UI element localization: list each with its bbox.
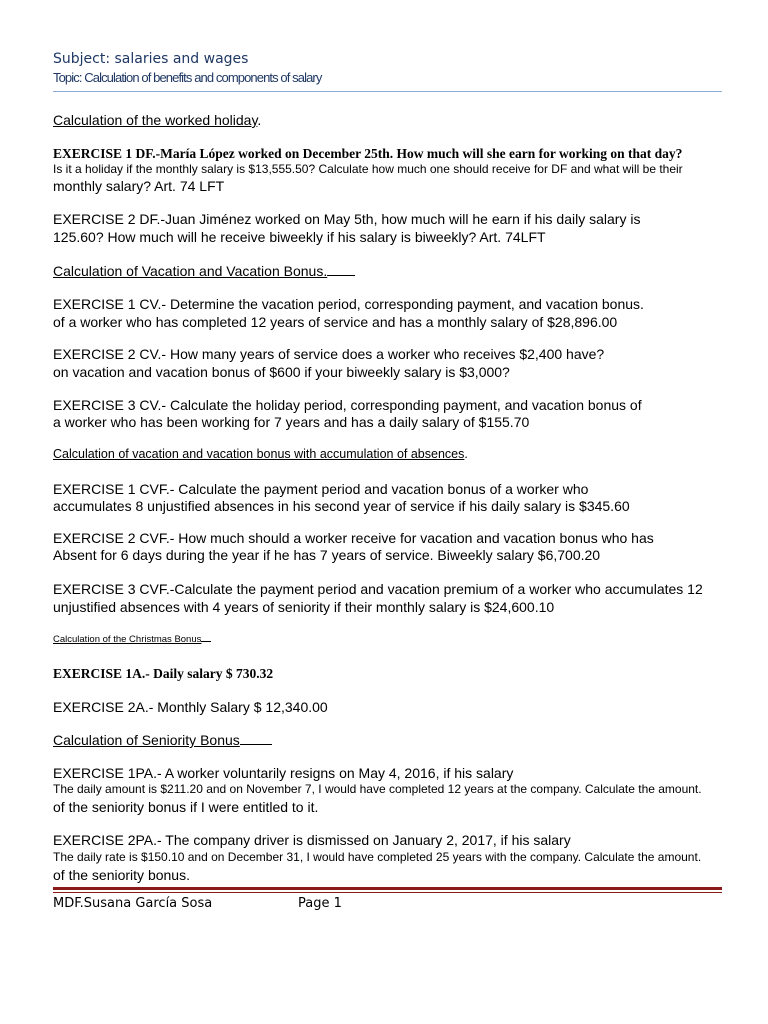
heading-text: Calculation of Seniority Bonus	[53, 732, 240, 748]
exercise-1a: EXERCISE 1A.- Daily salary $ 730.32	[53, 666, 274, 681]
exercise-1-df-title: EXERCISE 1 DF.-María López worked on December 25th. How much will she earn for working on that day?	[53, 146, 683, 161]
section-heading-christmas	[53, 631, 211, 649]
header-divider	[53, 91, 722, 92]
footer-divider-thin	[53, 892, 722, 893]
exercise-2-df-line1: EXERCISE 2 DF.-Juan Jiménez worked on May 5th, how much will he earn if his daily salary is	[53, 211, 641, 227]
heading-text: Calculation of vacation and vacation bonus with accumulation of absences	[53, 447, 465, 461]
exercise-2-cvf-line2: Absent for 6 days during the year if he has 7 years of service. Biweekly salary $6,700.20	[53, 547, 601, 563]
heading-text: Calculation of Vacation and Vacation Bonus.	[53, 263, 328, 279]
exercise-1-cv-line2: of a worker who has completed 12 years of service and has a monthly salary of $28,896.00	[53, 314, 618, 330]
exercise-2a: EXERCISE 2A.- Monthly Salary $ 12,340.00	[53, 699, 328, 715]
exercise-3-cv-line1: EXERCISE 3 CV.- Calculate the holiday period, corresponding payment, and vacation bonus of	[53, 397, 642, 413]
exercise-2pa-line3: of the seniority bonus.	[53, 867, 190, 883]
exercise-1pa-line1: EXERCISE 1PA.- A worker voluntarily resigns on May 4, 2016, if his salary	[53, 765, 514, 781]
exercise-1-cvf-line1: EXERCISE 1 CVF.- Calculate the payment period and vacation bonus of a worker who	[53, 481, 589, 497]
footer-divider-thick	[53, 887, 722, 890]
exercise-1pa-line3: of the seniority bonus if I were entitled to it.	[53, 799, 319, 815]
heading-underline-tail	[201, 640, 211, 642]
exercise-1-df-line2: Is it a holiday if the monthly salary is $13,555.50? Calculate how much one should receive for DF and what will be their	[53, 162, 683, 176]
heading-dot: .	[464, 447, 468, 461]
heading-dot: .	[257, 112, 262, 128]
exercise-1-cvf-line2: accumulates 8 unjustified absences in his second year of service if his daily salary is $345.60	[53, 498, 630, 514]
exercise-2pa-line2: The daily rate is $150.10 and on December 31, I would have completed 25 years with the company. Calculate the amount.	[53, 850, 702, 864]
subject-header: Subject: salaries and wages	[53, 51, 249, 67]
section-heading-vacation	[53, 262, 355, 280]
section-heading-seniority	[53, 731, 272, 749]
section-heading-absences	[53, 446, 468, 462]
exercise-2-cvf-line1: EXERCISE 2 CVF.- How much should a worker receive for vacation and vacation bonus who has	[53, 530, 654, 546]
exercise-3-cv-line2: a worker who has been working for 7 years and has a daily salary of $155.70	[53, 414, 530, 430]
exercise-2-cv-line1: EXERCISE 2 CV.- How many years of service does a worker who receives $2,400 have?	[53, 346, 605, 362]
exercise-2-df-line2: 125.60? How much will he receive biweekly if his salary is biweekly? Art. 74LFT	[53, 229, 546, 245]
footer-author: MDF.Susana García Sosa	[53, 896, 213, 911]
topic-header: Topic: Calculation of benefits and components of salary	[53, 70, 322, 85]
heading-underline-tail	[240, 743, 272, 745]
heading-underline-tail	[327, 274, 355, 276]
exercise-2pa-line1: EXERCISE 2PA.- The company driver is dismissed on January 2, 2017, if his salary	[53, 832, 571, 848]
heading-text: Calculation of the worked holiday	[53, 112, 258, 128]
exercise-2-cv-line2: on vacation and vacation bonus of $600 if your biweekly salary is $3,000?	[53, 364, 510, 380]
exercise-3-cvf-line1: EXERCISE 3 CVF.-Calculate the payment period and vacation premium of a worker who accumulates 12	[53, 581, 703, 597]
exercise-1-df-line3: monthly salary? Art. 74 LFT	[53, 178, 225, 194]
exercise-1-cv-line1: EXERCISE 1 CV.- Determine the vacation period, corresponding payment, and vacation bonus.	[53, 296, 644, 312]
exercise-3-cvf-line2: unjustified absences with 4 years of seniority if their monthly salary is $24,600.10	[53, 599, 555, 615]
heading-text: Calculation of the Christmas Bonus	[53, 634, 202, 645]
footer-page-number: Page 1	[298, 896, 342, 911]
exercise-1pa-line2: The daily amount is $211.20 and on November 7, I would have completed 12 years at the company. Calculate the amount.	[53, 782, 702, 796]
section-heading-worked-holiday	[53, 111, 261, 129]
